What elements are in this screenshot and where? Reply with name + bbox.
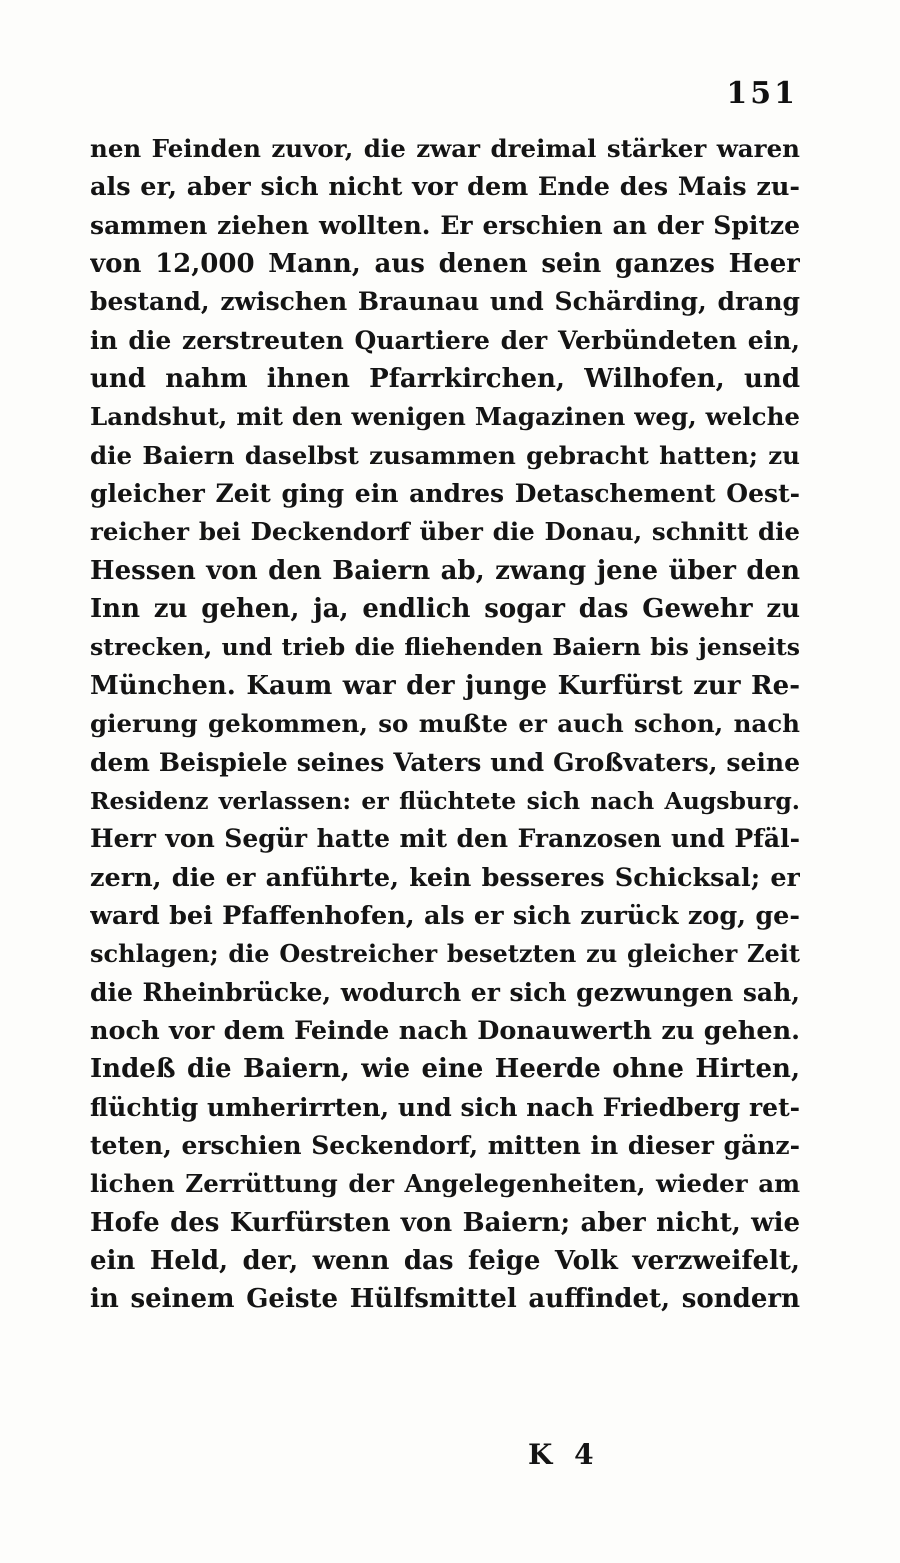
text-line: als er, aber sich nicht vor dem Ende des Mais zu- bbox=[90, 172, 800, 203]
text-line: bestand, zwischen Braunau und Schärding, drang bbox=[90, 287, 800, 317]
text-line: Indeß die Baiern, wie eine Heerde ohne Hirten, bbox=[90, 1054, 800, 1085]
text-line: in die zerstreuten Quartiere der Verbündeten ein, bbox=[90, 325, 800, 355]
text-line: München. Kaum war der junge Kurfürst zur Re- bbox=[90, 670, 800, 701]
signature-mark: K 4 bbox=[528, 1438, 600, 1471]
page-number: 151 bbox=[726, 76, 798, 111]
text-line: zern, die er anführte, kein besseres Schicksal; er bbox=[90, 862, 800, 893]
text-line: in seinem Geiste Hülfsmittel auffindet, sondern bbox=[90, 1284, 800, 1315]
text-line: lichen Zerrüttung der Angelegenheiten, wieder am bbox=[90, 1169, 800, 1199]
text-line: die Rheinbrücke, wodurch er sich gezwungen sah, bbox=[90, 977, 800, 1007]
text-line: strecken, und trieb die fliehenden Baiern bis jenseits bbox=[90, 633, 800, 662]
text-line: reicher bei Deckendorf über die Donau, schnitt die bbox=[90, 517, 800, 547]
text-line: dem Beispiele seines Vaters und Großvaters, seine bbox=[90, 747, 800, 777]
text-line: Herr von Segür hatte mit den Franzosen und Pfäl- bbox=[90, 824, 800, 854]
text-line: nen Feinden zuvor, die zwar dreimal stärker waren bbox=[90, 134, 800, 163]
text-line: und nahm ihnen Pfarrkirchen, Wilhofen, und bbox=[90, 364, 800, 395]
text-line: Hofe des Kurfürsten von Baiern; aber nicht, wie bbox=[90, 1207, 800, 1238]
text-line: ein Held, der, wenn das feige Volk verzweifelt, bbox=[90, 1245, 800, 1276]
body-text bbox=[90, 130, 800, 1319]
text-line: die Baiern daselbst zusammen gebracht hatten; zu bbox=[90, 440, 800, 470]
text-line: gierung gekommen, so mußte er auch schon, nach bbox=[90, 709, 800, 739]
text-line: gleicher Zeit ging ein andres Detaschement Oest- bbox=[90, 479, 800, 509]
text-line: Residenz verlassen: er flüchtete sich nach Augsburg. bbox=[90, 786, 800, 815]
text-line: ward bei Pfaffenhofen, als er sich zurück zog, ge- bbox=[90, 900, 800, 931]
text-line: flüchtig umherirrten, und sich nach Friedberg ret- bbox=[90, 1092, 800, 1122]
text-line: noch vor dem Feinde nach Donauwerth zu gehen. bbox=[90, 1015, 800, 1046]
text-line: teten, erschien Seckendorf, mitten in dieser gänz- bbox=[90, 1130, 800, 1160]
text-line: sammen ziehen wollten. Er erschien an der Spitze bbox=[90, 210, 800, 240]
text-line: Hessen von den Baiern ab, zwang jene über den bbox=[90, 555, 800, 586]
text-line: Landshut, mit den wenigen Magazinen weg, welche bbox=[90, 402, 800, 432]
text-line: schlagen; die Oestreicher besetzten zu gleicher Zeit bbox=[90, 939, 800, 969]
text-line: Inn zu gehen, ja, endlich sogar das Gewehr zu bbox=[90, 594, 800, 625]
text-line: von 12,000 Mann, aus denen sein ganzes Heer bbox=[90, 249, 800, 280]
